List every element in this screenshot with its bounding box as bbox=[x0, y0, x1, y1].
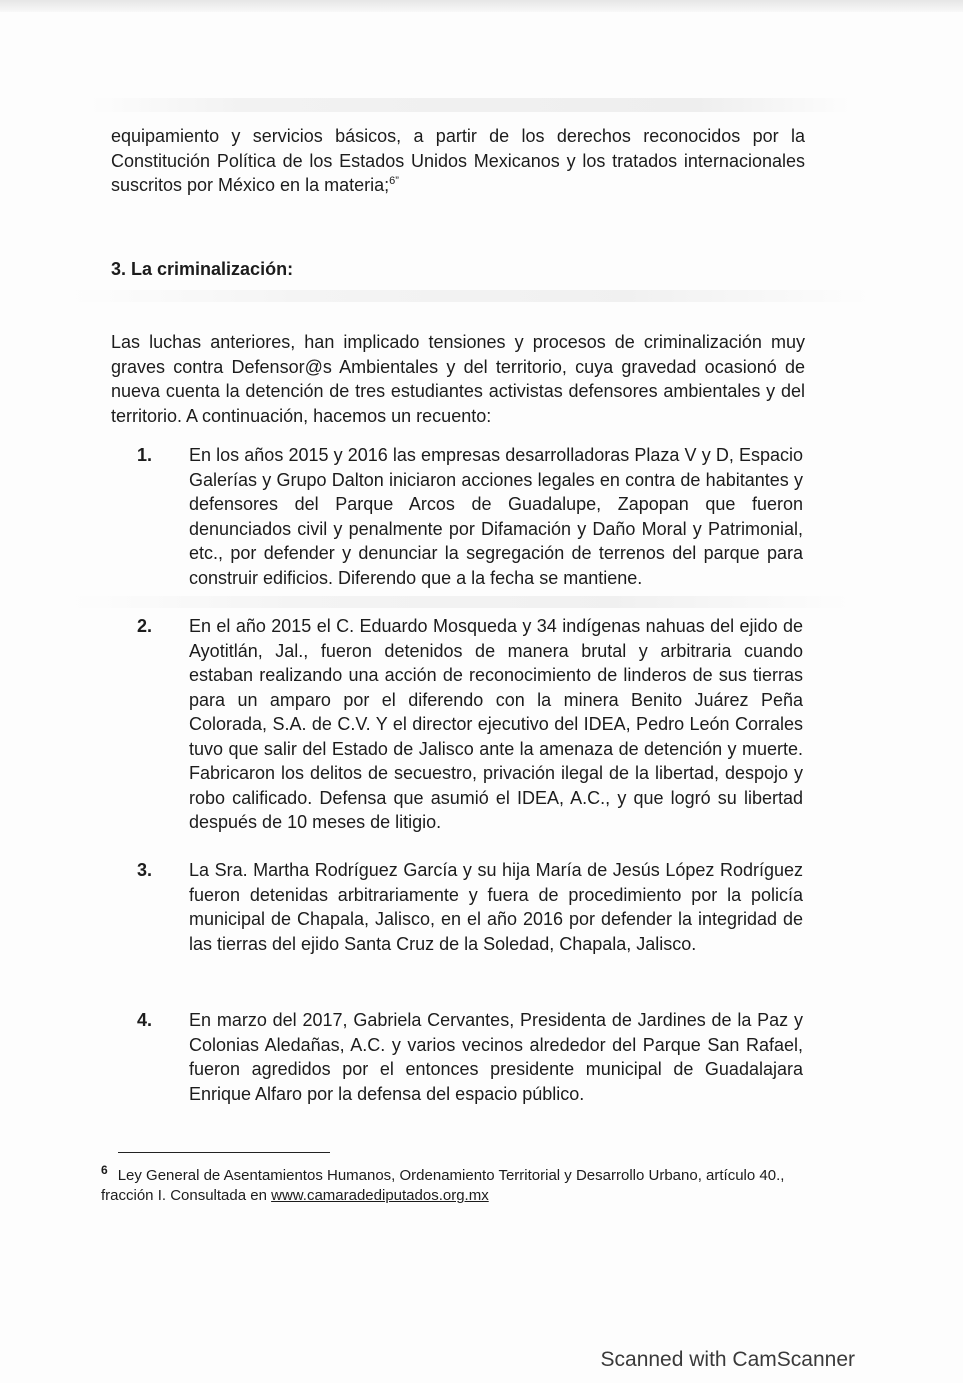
list-item-number: 1. bbox=[137, 445, 153, 465]
list-item-number: 2. bbox=[137, 616, 153, 636]
footnote-reference: 6 bbox=[389, 175, 396, 187]
bleed-through-decoration bbox=[90, 98, 850, 112]
bleed-through-decoration bbox=[70, 290, 870, 302]
footnote-text: Ley General de Asentamientos Humanos, Ordenamiento Territorial y Desarrollo Urbano, artículo 40., fracción I. Consultada en bbox=[101, 1167, 785, 1204]
footnote-link[interactable]: www.camaradediputados.org.mx bbox=[271, 1187, 489, 1204]
footnote bbox=[101, 1163, 805, 1206]
list-item-text: En los años 2015 y 2016 las empresas desarrolladoras Plaza V y D, Espacio Galerías y Grupo Dalton iniciaron acciones legales en contra de habitantes y defensores del Parque Arcos de Guadalupe, Zapopan que fueron denunciados civil y penalmente por Difamación y Daño Moral y Patrimonial, etc., por defender y denunciar la segregación de terrenos del parque para construir edificios. Diferendo que a la fecha se mantiene. bbox=[189, 445, 803, 588]
continued-paragraph: equipamiento y servicios básicos, a partir de los derechos reconocidos por la Constitución Política de los Estados Unidos Mexicanos y los tratados internacionales suscritos por México en la materia;$^{6”}$ bbox=[111, 126, 805, 195]
list-item-number: 4. bbox=[137, 1010, 153, 1030]
section-intro-paragraph: Las luchas anteriores, han implicado tensiones y procesos de criminalización muy graves contra Defensor@s Ambientales y del territorio, cuya gravedad ocasionó de nueva cuenta la detención de tres estudiantes activistas defensores ambientales y del territorio. A continuación, hacemos un recuento: bbox=[111, 332, 805, 426]
scanner-watermark: Scanned with CamScanner bbox=[600, 1348, 855, 1371]
footnote-divider bbox=[118, 1152, 330, 1153]
section-heading: 3. La criminalización: bbox=[111, 259, 294, 279]
scan-top-edge bbox=[0, 0, 963, 12]
list-item-number: 3. bbox=[137, 860, 153, 880]
closing-quote: ” bbox=[395, 175, 399, 187]
list-item-text: La Sra. Martha Rodríguez García y su hija María de Jesús López Rodríguez fueron detenidas arbitrariamente y fuera de procedimiento por la policía municipal de Chapala, Jalisco, en el año 2016 por defender la integridad de las tierras del ejido Santa Cruz de la Soledad, Chapala, Jalisco. bbox=[189, 860, 803, 954]
footnote-marker: 6 bbox=[101, 1163, 108, 1177]
list-item-text: En el año 2015 el C. Eduardo Mosqueda y 34 indígenas nahuas del ejido de Ayotitlán, Jal., fueron detenidos de manera brutal y arbitraria cuando estaban realizando una acción de reconocimiento de linderos de sus tierras para un amparo por el diferendo con la minera Benito Juárez Peña Colorada, S.A. de C.V. Y el director ejecutivo del IDEA, Pedro León Corrales tuvo que salir del Estado de Jalisco ante la amenaza de detención y muerte. Fabricaron los delitos de secuestro, privación ilegal de la libertad, despojo y robo calificado. Defensa que asumió el IDEA, A.C., y que logró su libertad después de 10 meses de litigio. bbox=[189, 616, 803, 832]
list-item-text: En marzo del 2017, Gabriela Cervantes, Presidenta de Jardines de la Paz y Colonias Aledañas, A.C. y varios vecinos alrededor del Parque San Rafael, fueron agredidos por el entonces presidente municipal de Guadalajara Enrique Alfaro por la defensa del espacio público. bbox=[189, 1010, 803, 1104]
bleed-through-decoration bbox=[70, 596, 850, 608]
